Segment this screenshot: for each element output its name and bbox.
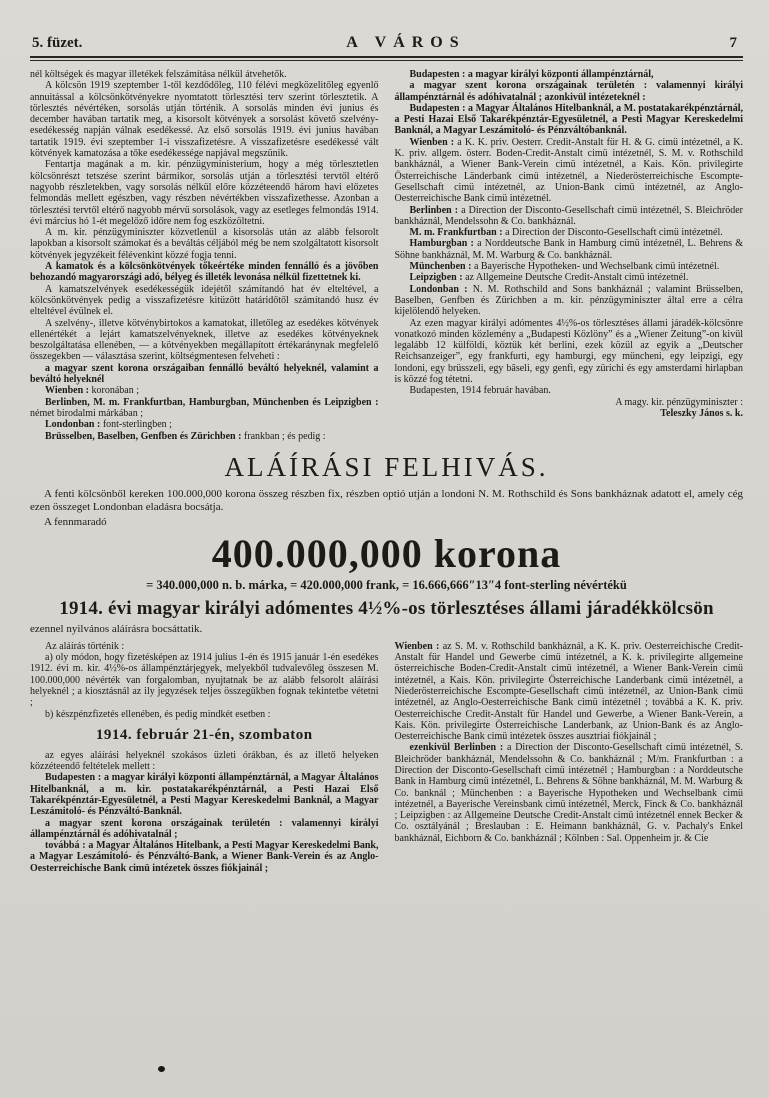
paragraph-lead: Berlinben, M. m. Frankfurtban, Hamburgban, Münchenben és Leipzigben : xyxy=(45,396,379,408)
paragraph: Budapesten, 1914 február havában. xyxy=(409,385,551,397)
remainder-line: A fennmaradó xyxy=(44,515,107,528)
top-left-column xyxy=(30,69,379,442)
paragraph-lead: a magyar szent korona országainak területén : xyxy=(45,817,292,829)
paragraph: Londonban : font-sterlingben ; xyxy=(45,419,172,431)
paragraph: Az aláírás történik : xyxy=(45,640,125,652)
paragraph: ezenkivül Berlinben : a Direction der Disconto-Gesellschaft cimü intézetnél, S. Bleichröder bankháznál, Mendelssohn & Co. bankháznál ; M/m. Frankfurtban : a Direction der Disconto-Gesellschaft cimü intézetnél ; Hamburgban : a Norddeutsche Bank in Hamburg cimü intézetnél, L. Behrens & Söhne bankháznál, M. M. Warburg & Co. banknál ; Münchenben : a Bayerische Hypotheken und Wechselbank cimü intézetnél, a Bayerische Vereinsbank cimü intézetnél, Merck, Finck & Co. bankháznál ; Leipzigben : az Allgemeine Deutsche Credit-Anstalt cimü intézetnél ennek Becker & Co. osztályánál ; Breslauban : E. Heimann bankháznál, G. v. Pachaly's Enkel bankháznál, Eichborn & Co. bankháznál ; Kölnben : Sal. Oppenheim jr. & Cie xyxy=(394,742,743,844)
masthead xyxy=(30,34,743,56)
bottom-right-column xyxy=(395,641,744,874)
paragraph-lead: Leipzigben : xyxy=(409,272,466,284)
paragraph: Wienben : az S. M. v. Rothschild bankháznál, a K. K. priv. Oesterreichische Credit-Anstalt für Handel und Gewerbe cimü intézetnél, a K. k. privilegirte allgemeine österreichische Boden-Credit-Anstalt cimü intézetnél, a Wiener Bank-Verein cimü intézetnél, a Kais. Kön. privilegirte Österreichische Landerbank cimü intézetnél, a Niederösterreichische Escompte-Gesellschaft cimü intézetnél, az Union-Bank cimü intézetnél, az Anglo-Oesterreichische Bank cimü intézetnél ; továbbá a K. K. priv. Oesterreichische Credit-Anstalt für Handel und Gewerbe, a Wiener Bank-Verein, a Kais. Kön. privilegirte Österreichische Landerbank, az Union-Bank és az Anglo-Oesterreichische Bank cimü intézetek összes ausztriai fiókjainál ; xyxy=(394,640,743,743)
offer-line: ezennel nyilvános aláírásra bocsáttatik. xyxy=(30,622,203,635)
paragraph-lead: Wienben : xyxy=(409,136,458,148)
paragraph: Teleszky János s. k. xyxy=(660,407,743,419)
paragraph: a) oly módon, hogy fizetésképen az 1914 julius 1-én és 1915 január 1-én esedékes 1912. évi m. kir. 4½%-os állampénztárjegyek, melyekből tudvalevőleg összesen M. 100.000,000 névérték van forgalomban, nyujtatnak be az alább felsorolt aláírási helyeknél ; a kiosztásnál az ily jegyzések teljes összegükben fognak tekintetbe vétetni ; xyxy=(30,652,379,709)
paragraph: a magyar szent korona országaiban fennálló beváltó helyeknél, valamint a beváltó helyeknél xyxy=(30,362,379,386)
bottom-columns xyxy=(30,641,743,874)
top-columns xyxy=(30,69,743,442)
paragraph-lead: Londonban : xyxy=(45,419,103,431)
paragraph: Leipzigben : az Allgemeine Deutsche Credit-Anstalt cimü intézetnél. xyxy=(409,272,689,284)
paragraph: nél költségek és magyar illetékek felszámítása nélkül átvehetők. xyxy=(30,69,287,80)
publication-title: A VÁROS xyxy=(346,34,466,51)
currency-equivalents: = 340.000,000 n. b. márka, = 420.000,000 frank, = 16.666,666″13″4 font-sterling névértékü xyxy=(146,577,627,592)
paragraph: Hamburgban : a Norddeutsche Bank in Hamburg cimü intézetnél, L. Behrens & Söhne bankháznál, M. M. Warburg & Co. bankháznál. xyxy=(394,238,743,261)
paragraph: A m. kir. pénzügyminiszter közvetlenül a kisorsolás után az alább felsorolt lapokban a kisorsolt számokat és a beváltás céljából még be nem szolgáltatott kisorsolt kötvények jegyzékeit félévenkint közzé fogja tenni. xyxy=(30,227,379,261)
bottom-left-column xyxy=(30,641,379,874)
paragraph: Budapesten : a magyar királyi központi állampénztárnál, xyxy=(409,69,654,80)
paragraph: Budapesten : a magyar királyi központi állampénztárnál, a Magyar Általános Hitelbanknál, a m. kir. postatakarékpénztárnál, a Pesti Hazai Első Takarékpénztár-Egyesületnél, a Pesti Magyar Kereskedelmi Banknál, a Magyar Leszámitoló- és Pénzváltó-Banknál. xyxy=(30,772,379,818)
paragraph: Fentartja magának a m. kir. pénzügyministerium, hogy a még törlesztetlen kölcsönrészt tetszése szerint bármikor, sorsolás utján a törlesztési tervtől eltérő nagyobb részletekben, vagy sorsolás nélkül előre közzéteendő három havi előzetes felmondás mellett egészben, vagy részben névértékben visszafizethesse. Azonban a törlesztési tervtől eltérő nagyobb mérvü sorsolások, vagy az esetleges felmondás 1914. évi március hó 1-ét megelőző időre nem fog eszközöltetni. xyxy=(30,159,379,227)
paragraph: A magy. kir. pénzügyminiszter : xyxy=(615,396,743,408)
paragraph: továbbá : a Magyar Általános Hitelbank, a Pesti Magyar Kereskedelmi Bank, a Magyar Leszámitoló- és Pénzváltó-Bank, a Wiener Bank-Verein és az Anglo-Oesterreichische Bank cimü intézetek összes fiókjainál ; xyxy=(30,840,379,874)
paragraph-lead: Wienben : xyxy=(45,385,92,397)
loan-amount: 400.000,000 korona xyxy=(211,530,562,576)
paragraph-lead: Brüsselben, Baselben, Genfben és Zürichben : xyxy=(45,430,244,442)
paragraph-lead: Münchenben : xyxy=(409,261,474,273)
paragraph: Brüsselben, Baselben, Genfben és Zürichben : frankban ; és pedig : xyxy=(45,430,326,442)
top-right-column xyxy=(395,69,744,442)
subscription-intro: A fenti kölcsönből kereken 100.000,000 korona összeg részben fix, részben optió utján a londoni N. M. Rothschild és Sons bankháznak adatott el, amely cég ezen összeget Londonban eladásra bocsátja. xyxy=(30,487,743,513)
paragraph: Münchenben : a Bayerische Hypotheken- und Wechselbank cimü intézetnél. xyxy=(409,261,720,273)
paragraph: A kamatszelvények esedékességük idejétől számítandó hat év elteltével, a kölcsönkötvények pedig a visszafizetésre kitüzött határidőtől számítandó husz év elteltével évülnek el. xyxy=(30,283,379,318)
page-number: 7 xyxy=(729,35,737,51)
paragraph: az egyes aláírási helyeknél szokásos üzleti órákban, és az illető helyeken közzéteendő feltételek mellett : xyxy=(30,749,379,773)
paragraph: A kamatok és a kölcsönkötvények tőkeértéke minden fennálló és a jövőben behozandó magyarországi adó, bélyeg és illeték levonása nélkül fizettetnek ki. xyxy=(30,261,379,284)
ink-dot xyxy=(158,1066,165,1072)
paragraph-lead: Londonban : xyxy=(409,283,473,295)
paragraph-lead: ezenkivül Berlinben : xyxy=(409,742,507,754)
paragraph: Berlinben : a Direction der Disconto-Gesellschaft cimü intézetnél, S. Bleichröder bankháznál, Mendelssohn & Co. bankháznál. xyxy=(394,204,743,227)
paragraph: Az ezen magyar királyi adómentes 4½%-os törlesztéses állami járadék-kölcsönre vonatkozó minden közlemény a „Budapesti Közlöny” és a „Wiener Zeitung”-on kivül legalább 12 külföldi, köztük két berlini, ezek közül az egyik a „Deutscher Reichsanzeiger”, egy frankfurti, egy hamburgi, egy müncheni, egy leipzigi, egy londoni, egy brüsszeli, egy bâseli, egy genfi, egy zürichi és egy amsterdami hirlapban is közzé fog tétetni. xyxy=(394,317,743,386)
paragraph-lead: M. m. Frankfurtban : xyxy=(409,227,506,239)
paragraph: M. m. Frankfurtban : a Direction der Disconto-Gesellschaft cimü intézetnél. xyxy=(409,227,723,239)
issue-number: 5. füzet. xyxy=(32,35,83,51)
paragraph: Londonban : N. M. Rothschild and Sons bankháznál ; valamint Brüsselben, Baselben, Genfben és Zürichben a m. kir. pénzügyminiszter által erre a célra kijelölendő helyeken. xyxy=(394,283,743,318)
paragraph-lead: továbbá : xyxy=(45,840,89,852)
paragraph-lead: Budapesten : xyxy=(45,772,104,784)
paragraph: Wienben : koronában ; xyxy=(45,385,139,397)
paragraph-lead: Budapesten : xyxy=(409,102,468,114)
paragraph: b) készpénzfizetés ellenében, és pedig mindkét esetben : xyxy=(45,708,271,720)
paragraph: Wienben : a K. K. priv. Oesterr. Credit-Anstalt für H. & G. cimü intézetnél, a K. K. priv. allgem. österr. Boden-Credit-Anstalt cimü intézetnél, S. M. v. Rothschild bankháznál, a Wiener Bank-Verein cimü intézetnél, a Kais. Kön. privilegirte Österreichische Länderbank cimü intézetnél, a Niederösterreichische Escompte-Gesellschaft cimü intézetnél, az Union-Bank cimü intézetnél, az Anglo-Oesterreichische Bank cimü intézetnél. xyxy=(394,136,743,205)
header-rule xyxy=(30,56,743,61)
paragraph-lead: Budapesten : xyxy=(409,69,468,80)
bond-title: 1914. évi magyar királyi adómentes 4½%-os törlesztéses állami járadékkölcsön xyxy=(59,597,714,619)
paragraph: Berlinben, M. m. Frankfurtban, Hamburgban, Münchenben és Leipzigben : német birodalmi márkában ; xyxy=(30,396,379,419)
paragraph-lead: Wienben : xyxy=(394,640,443,652)
paragraph: a magyar szent korona országainak területén : valamennyi királyi állampénztárnál és adóhivatalnál ; xyxy=(30,817,379,840)
paragraph-lead: Berlinben : xyxy=(409,204,462,216)
paragraph: A kölcsön 1919 szeptember 1-től kezdődőleg, 110 félévi megközelitőleg egyenlő annuitással a kölcsönkötvényekre nyomtatott törlesztési terv szerint törlesztetik. A törlesztés névértéken, sorsolás utján történik. A sorsolás minden évi junius és december havában tartatik meg, a kisorsolt kötvények a sorsolást követő szelvény-esedékesség napján válnak esedékessé. Az első sorsolás 1919. évi junius havában tartatik 1919. évi szeptember 1-i visszafizetésre. A visszafizetésre esedékessé vált kötvények kamatozása a tőke esedékessége napjával megszünik. xyxy=(30,80,379,160)
paragraph-lead: Hamburgban : xyxy=(409,238,478,250)
subscription-date-heading: 1914. február 21-én, szombaton xyxy=(95,726,313,743)
subscription-title: ALÁÍRÁSI FELHIVÁS. xyxy=(224,451,549,482)
paragraph: Budapesten : a Magyar Általános Hitelbanknál, a M. postatakarékpénztárnál, a Pesti Hazai Első Takarékpénztár-Egyesületnél, a Pesti Magyar Kereskedelmi Banknál, a Magyar Leszámitoló- és Pénzváltóbanknál. xyxy=(394,102,743,137)
paragraph: A szelvény-, illetve kötvénybirtokos a kamatokat, illetőleg az esedékes kötvények ellenértékét a lejárt kamatszelvényeknek, illetve az esedékes kötvényeknek beszolgáltatása ellenében, — a kötvényekben megállapított értékaránynak megfelelő összegekben — választása szerint, költségmentesen felveheti : xyxy=(30,317,379,363)
paragraph: a magyar szent korona országainak területén : valamennyi királyi állampénztárnál és adóhivatalnál ; azonkivül intézeteknél : xyxy=(394,80,743,103)
